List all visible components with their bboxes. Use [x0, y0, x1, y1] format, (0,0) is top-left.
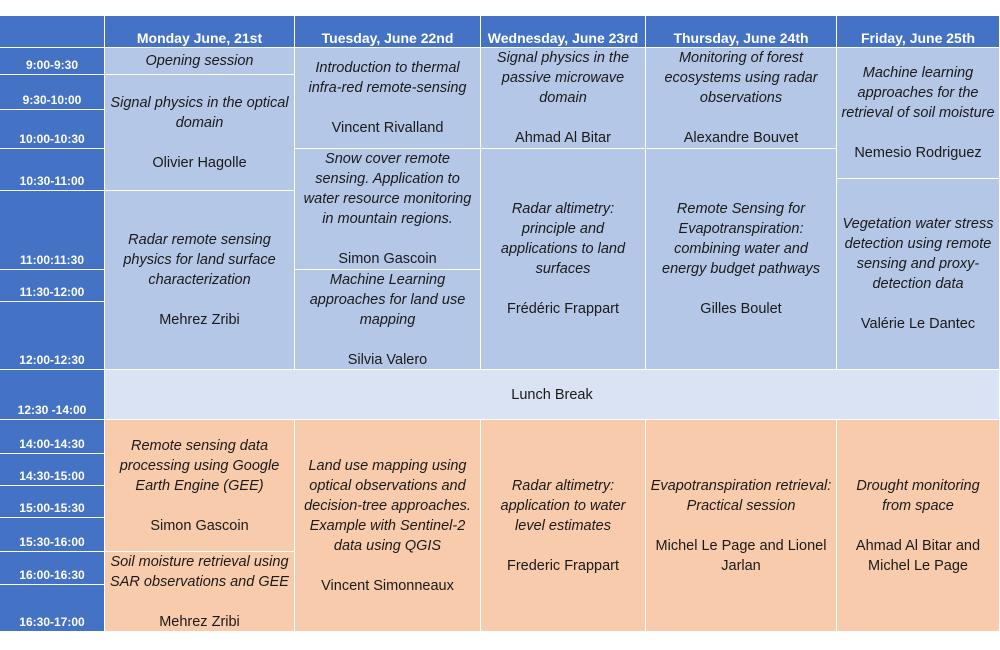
- session-block: [646, 149, 837, 370]
- session-title: Radar altimetry: application to water level estimates: [500, 477, 626, 534]
- time-slot: 15:00-15:30: [0, 486, 105, 518]
- session-block: [481, 48, 646, 149]
- session-speaker: Olivier Hagolle: [152, 154, 247, 171]
- session-block: [646, 48, 837, 149]
- time-slot: 11:00:11:30: [0, 191, 105, 270]
- session-block: [481, 149, 646, 370]
- session-title: Radar remote sensing physics for land surface characterization: [123, 232, 276, 288]
- session-speaker: Ahmad Al Bitar and Michel Le Page: [855, 537, 981, 574]
- time-slot: 10:00-10:30: [0, 110, 105, 149]
- session-block: [481, 420, 646, 632]
- schedule-grid: [0, 16, 1000, 632]
- session-block: [105, 420, 295, 552]
- time-slot: 16:00-16:30: [0, 552, 105, 585]
- time-slot: 10:30-11:00: [0, 149, 105, 191]
- session-speaker: Vincent Rivalland: [331, 120, 444, 136]
- session-title: Land use mapping using optical observations and decision-tree approaches. Example with Sentinel-2 data using QGIS: [304, 457, 471, 554]
- time-slot: 16:30-17:00: [0, 585, 105, 632]
- session-speaker: Frédéric Frappart: [506, 301, 619, 317]
- session-title: Evapotranspiration retrieval: Practical session: [650, 477, 832, 514]
- time-slot: 14:30-15:00: [0, 454, 105, 486]
- lunch-break-label: Lunch Break: [511, 386, 593, 403]
- session-block: [646, 420, 837, 632]
- session-title: Remote sensing data processing using Google Earth Engine (GEE): [119, 437, 280, 494]
- header-corner: [0, 16, 105, 48]
- session-block: [837, 420, 1000, 632]
- session-speaker: Valérie Le Dantec: [860, 316, 976, 332]
- session-speaker: Nemesio Rodriguez: [854, 145, 982, 161]
- time-slot: 14:00-14:30: [0, 420, 105, 454]
- session-speaker: Simon Gascoin: [150, 517, 249, 534]
- time-slot: 11:30-12:00: [0, 270, 105, 302]
- session-speaker: Mehrez Zribi: [159, 312, 240, 328]
- session-block: [295, 48, 481, 149]
- session-block: [295, 270, 481, 370]
- session-speaker: Ahmad Al Bitar: [515, 130, 611, 146]
- session-title: Machine learning approaches for the retrieval of soil moisture: [841, 65, 995, 121]
- session-speaker: Simon Gascoin: [338, 251, 437, 267]
- session-title: Signal physics in the passive microwave domain: [496, 50, 630, 106]
- session-speaker: Michel Le Page and Lionel Jarlan: [655, 537, 827, 574]
- day-header-monday: Monday June, 21st: [105, 16, 295, 48]
- lunch-break-block: [105, 370, 1000, 420]
- session-block: [105, 191, 295, 370]
- session-speaker: Vincent Simonneaux: [321, 577, 454, 594]
- session-title: Introduction to thermal infra-red remote-sensing: [308, 60, 467, 96]
- session-title: Vegetation water stress detection using remote sensing and proxy-detection data: [842, 216, 994, 292]
- session-speaker: Frederic Frappart: [506, 557, 619, 574]
- session-speaker: Silvia Valero: [347, 351, 428, 368]
- session-title: Opening session: [145, 53, 254, 69]
- session-block: [837, 179, 1000, 370]
- session-title: Drought monitoring from space: [856, 477, 980, 514]
- session-speaker: Alexandre Bouvet: [683, 130, 799, 146]
- session-title: Signal physics in the optical domain: [110, 94, 289, 131]
- session-title: Monitoring of forest ecosystems using radar observations: [664, 50, 818, 106]
- day-header-tuesday: Tuesday, June 22nd: [295, 16, 481, 48]
- session-block: [295, 149, 481, 270]
- day-header-thursday: Thursday, June 24th: [646, 16, 837, 48]
- time-slot: 15:30-16:00: [0, 518, 105, 552]
- session-speaker: Mehrez Zribi: [159, 613, 240, 630]
- session-block: [105, 48, 295, 75]
- session-block: [105, 552, 295, 632]
- session-block: [837, 48, 1000, 179]
- day-header-friday: Friday, June 25th: [837, 16, 1000, 48]
- session-title: Machine Learning approaches for land use mapping: [309, 271, 466, 328]
- day-header-wednesday: Wednesday, June 23rd: [481, 16, 646, 48]
- session-block: [295, 420, 481, 632]
- session-title: Soil moisture retrieval using SAR observations and GEE: [110, 553, 289, 590]
- time-slot: 9:00-9:30: [0, 48, 105, 75]
- time-slot: 12:30 -14:00: [0, 370, 105, 420]
- time-slot: 12:00-12:30: [0, 302, 105, 370]
- session-title: Radar altimetry: principle and applications to land surfaces: [500, 201, 626, 277]
- session-title: Snow cover remote sensing. Application to water resource monitoring in mountain regions.: [303, 151, 472, 227]
- session-block: [105, 75, 295, 191]
- time-slot: 9:30-10:00: [0, 75, 105, 110]
- session-title: Remote Sensing for Evapotranspiration: combining water and energy budget pathways: [662, 201, 820, 277]
- session-speaker: Gilles Boulet: [700, 301, 782, 317]
